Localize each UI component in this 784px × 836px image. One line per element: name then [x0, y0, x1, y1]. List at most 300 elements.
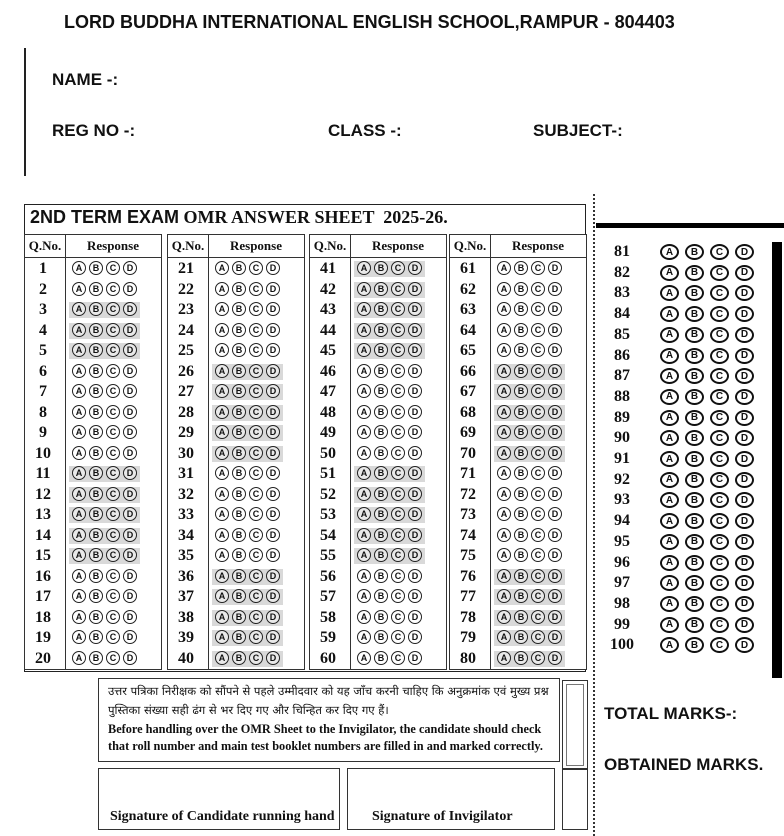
bubble-b[interactable]: B: [89, 323, 103, 337]
bubble-d[interactable]: D: [548, 364, 562, 378]
bubble-b[interactable]: B: [89, 384, 103, 398]
bubble-c[interactable]: C: [106, 343, 120, 357]
bubble-b[interactable]: B: [374, 364, 388, 378]
bubble-a[interactable]: A: [357, 261, 371, 275]
bubble-c[interactable]: C: [106, 610, 120, 624]
bubble-d[interactable]: D: [548, 302, 562, 316]
bubble-c[interactable]: C: [531, 323, 545, 337]
bubble-a[interactable]: A: [660, 430, 679, 446]
bubble-c[interactable]: C: [710, 348, 729, 364]
bubble-a[interactable]: A: [497, 630, 511, 644]
bubble-a[interactable]: A: [72, 630, 86, 644]
bubble-d[interactable]: D: [123, 343, 137, 357]
bubble-c[interactable]: C: [106, 282, 120, 296]
bubble-a[interactable]: A: [660, 285, 679, 301]
bubble-a[interactable]: A: [72, 446, 86, 460]
bubble-c[interactable]: C: [391, 507, 405, 521]
bubble-d[interactable]: D: [266, 364, 280, 378]
bubble-b[interactable]: B: [89, 282, 103, 296]
bubble-b[interactable]: B: [374, 384, 388, 398]
bubble-c[interactable]: C: [710, 513, 729, 529]
bubble-c[interactable]: C: [106, 364, 120, 378]
bubble-d[interactable]: D: [266, 569, 280, 583]
bubble-c[interactable]: C: [710, 451, 729, 467]
bubble-a[interactable]: A: [660, 534, 679, 550]
bubble-a[interactable]: A: [357, 548, 371, 562]
bubble-c[interactable]: C: [710, 410, 729, 426]
bubble-b[interactable]: B: [685, 617, 704, 633]
bubble-b[interactable]: B: [232, 589, 246, 603]
bubble-a[interactable]: A: [215, 425, 229, 439]
bubble-a[interactable]: A: [357, 384, 371, 398]
bubble-b[interactable]: B: [514, 610, 528, 624]
bubble-a[interactable]: A: [357, 425, 371, 439]
bubble-c[interactable]: C: [391, 261, 405, 275]
bubble-d[interactable]: D: [266, 343, 280, 357]
bubble-b[interactable]: B: [514, 507, 528, 521]
bubble-a[interactable]: A: [357, 630, 371, 644]
bubble-a[interactable]: A: [660, 575, 679, 591]
bubble-b[interactable]: B: [232, 323, 246, 337]
bubble-d[interactable]: D: [408, 466, 422, 480]
bubble-c[interactable]: C: [249, 323, 263, 337]
bubble-a[interactable]: A: [215, 487, 229, 501]
bubble-a[interactable]: A: [215, 466, 229, 480]
bubble-c[interactable]: C: [106, 425, 120, 439]
bubble-b[interactable]: B: [374, 528, 388, 542]
bubble-a[interactable]: A: [660, 596, 679, 612]
bubble-d[interactable]: D: [548, 630, 562, 644]
bubble-b[interactable]: B: [374, 323, 388, 337]
bubble-a[interactable]: A: [660, 472, 679, 488]
bubble-a[interactable]: A: [660, 327, 679, 343]
bubble-c[interactable]: C: [531, 302, 545, 316]
bubble-b[interactable]: B: [232, 630, 246, 644]
bubble-c[interactable]: C: [391, 384, 405, 398]
bubble-d[interactable]: D: [735, 389, 754, 405]
bubble-c[interactable]: C: [106, 466, 120, 480]
bubble-c[interactable]: C: [106, 323, 120, 337]
bubble-b[interactable]: B: [374, 589, 388, 603]
bubble-d[interactable]: D: [408, 610, 422, 624]
bubble-d[interactable]: D: [548, 261, 562, 275]
bubble-a[interactable]: A: [215, 302, 229, 316]
bubble-d[interactable]: D: [266, 384, 280, 398]
bubble-c[interactable]: C: [531, 425, 545, 439]
bubble-c[interactable]: C: [710, 534, 729, 550]
bubble-c[interactable]: C: [710, 637, 729, 653]
bubble-a[interactable]: A: [497, 466, 511, 480]
bubble-c[interactable]: C: [531, 507, 545, 521]
bubble-b[interactable]: B: [685, 451, 704, 467]
bubble-b[interactable]: B: [685, 306, 704, 322]
bubble-a[interactable]: A: [72, 507, 86, 521]
bubble-d[interactable]: D: [408, 364, 422, 378]
bubble-b[interactable]: B: [374, 282, 388, 296]
bubble-b[interactable]: B: [514, 302, 528, 316]
bubble-a[interactable]: A: [497, 487, 511, 501]
bubble-b[interactable]: B: [685, 492, 704, 508]
bubble-c[interactable]: C: [710, 472, 729, 488]
bubble-b[interactable]: B: [514, 364, 528, 378]
bubble-c[interactable]: C: [106, 528, 120, 542]
bubble-d[interactable]: D: [408, 589, 422, 603]
bubble-a[interactable]: A: [497, 364, 511, 378]
bubble-b[interactable]: B: [514, 261, 528, 275]
bubble-a[interactable]: A: [497, 569, 511, 583]
bubble-c[interactable]: C: [531, 343, 545, 357]
bubble-d[interactable]: D: [735, 534, 754, 550]
bubble-b[interactable]: B: [232, 384, 246, 398]
bubble-c[interactable]: C: [531, 261, 545, 275]
bubble-d[interactable]: D: [735, 327, 754, 343]
bubble-b[interactable]: B: [89, 507, 103, 521]
bubble-c[interactable]: C: [106, 405, 120, 419]
bubble-b[interactable]: B: [514, 323, 528, 337]
bubble-c[interactable]: C: [710, 285, 729, 301]
bubble-c[interactable]: C: [249, 425, 263, 439]
bubble-c[interactable]: C: [391, 548, 405, 562]
bubble-a[interactable]: A: [215, 446, 229, 460]
bubble-b[interactable]: B: [685, 596, 704, 612]
bubble-b[interactable]: B: [232, 528, 246, 542]
bubble-a[interactable]: A: [660, 348, 679, 364]
bubble-b[interactable]: B: [232, 343, 246, 357]
bubble-c[interactable]: C: [106, 487, 120, 501]
bubble-a[interactable]: A: [357, 446, 371, 460]
bubble-c[interactable]: C: [531, 569, 545, 583]
bubble-d[interactable]: D: [735, 555, 754, 571]
bubble-c[interactable]: C: [249, 610, 263, 624]
bubble-d[interactable]: D: [548, 610, 562, 624]
bubble-d[interactable]: D: [408, 651, 422, 665]
bubble-b[interactable]: B: [232, 507, 246, 521]
bubble-d[interactable]: D: [123, 528, 137, 542]
bubble-a[interactable]: A: [497, 302, 511, 316]
bubble-d[interactable]: D: [266, 610, 280, 624]
bubble-c[interactable]: C: [531, 364, 545, 378]
bubble-a[interactable]: A: [497, 528, 511, 542]
bubble-b[interactable]: B: [685, 410, 704, 426]
bubble-d[interactable]: D: [735, 410, 754, 426]
bubble-b[interactable]: B: [685, 389, 704, 405]
bubble-d[interactable]: D: [123, 569, 137, 583]
bubble-b[interactable]: B: [514, 343, 528, 357]
bubble-c[interactable]: C: [106, 446, 120, 460]
bubble-d[interactable]: D: [266, 282, 280, 296]
bubble-c[interactable]: C: [391, 589, 405, 603]
bubble-d[interactable]: D: [735, 285, 754, 301]
bubble-b[interactable]: B: [685, 348, 704, 364]
bubble-d[interactable]: D: [735, 368, 754, 384]
bubble-d[interactable]: D: [123, 384, 137, 398]
bubble-d[interactable]: D: [548, 651, 562, 665]
bubble-b[interactable]: B: [374, 343, 388, 357]
bubble-a[interactable]: A: [357, 466, 371, 480]
bubble-a[interactable]: A: [72, 364, 86, 378]
bubble-c[interactable]: C: [391, 343, 405, 357]
bubble-a[interactable]: A: [215, 507, 229, 521]
bubble-c[interactable]: C: [249, 528, 263, 542]
bubble-d[interactable]: D: [548, 343, 562, 357]
bubble-d[interactable]: D: [123, 282, 137, 296]
bubble-b[interactable]: B: [514, 548, 528, 562]
bubble-b[interactable]: B: [89, 651, 103, 665]
bubble-b[interactable]: B: [374, 487, 388, 501]
bubble-d[interactable]: D: [123, 651, 137, 665]
bubble-c[interactable]: C: [710, 596, 729, 612]
bubble-a[interactable]: A: [72, 569, 86, 583]
bubble-c[interactable]: C: [106, 548, 120, 562]
bubble-c[interactable]: C: [710, 327, 729, 343]
bubble-c[interactable]: C: [249, 548, 263, 562]
bubble-d[interactable]: D: [266, 507, 280, 521]
bubble-d[interactable]: D: [123, 548, 137, 562]
bubble-c[interactable]: C: [531, 589, 545, 603]
bubble-c[interactable]: C: [391, 487, 405, 501]
bubble-c[interactable]: C: [710, 575, 729, 591]
bubble-b[interactable]: B: [232, 487, 246, 501]
bubble-a[interactable]: A: [357, 569, 371, 583]
bubble-c[interactable]: C: [391, 610, 405, 624]
bubble-b[interactable]: B: [514, 384, 528, 398]
bubble-d[interactable]: D: [266, 261, 280, 275]
bubble-c[interactable]: C: [710, 492, 729, 508]
bubble-d[interactable]: D: [266, 528, 280, 542]
bubble-b[interactable]: B: [514, 425, 528, 439]
bubble-b[interactable]: B: [514, 589, 528, 603]
bubble-c[interactable]: C: [106, 651, 120, 665]
bubble-c[interactable]: C: [391, 466, 405, 480]
bubble-a[interactable]: A: [215, 589, 229, 603]
bubble-a[interactable]: A: [215, 405, 229, 419]
bubble-a[interactable]: A: [660, 410, 679, 426]
bubble-c[interactable]: C: [391, 630, 405, 644]
bubble-d[interactable]: D: [408, 282, 422, 296]
bubble-c[interactable]: C: [710, 617, 729, 633]
bubble-d[interactable]: D: [548, 323, 562, 337]
bubble-a[interactable]: A: [660, 368, 679, 384]
bubble-c[interactable]: C: [106, 261, 120, 275]
bubble-a[interactable]: A: [357, 651, 371, 665]
bubble-b[interactable]: B: [232, 548, 246, 562]
bubble-d[interactable]: D: [548, 548, 562, 562]
bubble-a[interactable]: A: [72, 589, 86, 603]
bubble-a[interactable]: A: [497, 405, 511, 419]
bubble-a[interactable]: A: [660, 306, 679, 322]
bubble-d[interactable]: D: [266, 466, 280, 480]
bubble-b[interactable]: B: [685, 555, 704, 571]
bubble-a[interactable]: A: [72, 487, 86, 501]
bubble-b[interactable]: B: [232, 466, 246, 480]
bubble-c[interactable]: C: [249, 507, 263, 521]
bubble-c[interactable]: C: [249, 651, 263, 665]
bubble-a[interactable]: A: [497, 343, 511, 357]
bubble-d[interactable]: D: [735, 265, 754, 281]
bubble-a[interactable]: A: [497, 282, 511, 296]
bubble-d[interactable]: D: [548, 569, 562, 583]
bubble-b[interactable]: B: [514, 569, 528, 583]
bubble-b[interactable]: B: [374, 610, 388, 624]
bubble-b[interactable]: B: [89, 343, 103, 357]
bubble-c[interactable]: C: [249, 487, 263, 501]
bubble-a[interactable]: A: [215, 384, 229, 398]
bubble-b[interactable]: B: [374, 446, 388, 460]
bubble-c[interactable]: C: [249, 569, 263, 583]
bubble-a[interactable]: A: [72, 425, 86, 439]
bubble-c[interactable]: C: [531, 651, 545, 665]
bubble-d[interactable]: D: [408, 405, 422, 419]
bubble-c[interactable]: C: [710, 306, 729, 322]
bubble-c[interactable]: C: [249, 384, 263, 398]
bubble-a[interactable]: A: [497, 548, 511, 562]
bubble-c[interactable]: C: [249, 261, 263, 275]
bubble-c[interactable]: C: [391, 446, 405, 460]
bubble-b[interactable]: B: [374, 466, 388, 480]
bubble-a[interactable]: A: [215, 569, 229, 583]
bubble-c[interactable]: C: [710, 244, 729, 260]
bubble-d[interactable]: D: [123, 446, 137, 460]
bubble-c[interactable]: C: [391, 405, 405, 419]
bubble-c[interactable]: C: [531, 528, 545, 542]
bubble-b[interactable]: B: [374, 405, 388, 419]
bubble-a[interactable]: A: [497, 425, 511, 439]
bubble-b[interactable]: B: [232, 405, 246, 419]
bubble-a[interactable]: A: [357, 507, 371, 521]
bubble-c[interactable]: C: [249, 589, 263, 603]
bubble-d[interactable]: D: [266, 302, 280, 316]
bubble-d[interactable]: D: [266, 630, 280, 644]
bubble-a[interactable]: A: [215, 261, 229, 275]
bubble-a[interactable]: A: [660, 389, 679, 405]
bubble-b[interactable]: B: [89, 487, 103, 501]
bubble-a[interactable]: A: [497, 261, 511, 275]
bubble-b[interactable]: B: [685, 637, 704, 653]
bubble-d[interactable]: D: [735, 244, 754, 260]
bubble-a[interactable]: A: [72, 548, 86, 562]
bubble-c[interactable]: C: [531, 466, 545, 480]
bubble-d[interactable]: D: [735, 617, 754, 633]
bubble-d[interactable]: D: [123, 405, 137, 419]
bubble-a[interactable]: A: [497, 384, 511, 398]
bubble-a[interactable]: A: [72, 651, 86, 665]
bubble-b[interactable]: B: [685, 244, 704, 260]
bubble-d[interactable]: D: [266, 487, 280, 501]
bubble-d[interactable]: D: [266, 446, 280, 460]
bubble-b[interactable]: B: [685, 285, 704, 301]
bubble-c[interactable]: C: [531, 446, 545, 460]
bubble-b[interactable]: B: [374, 651, 388, 665]
bubble-b[interactable]: B: [685, 327, 704, 343]
bubble-d[interactable]: D: [408, 384, 422, 398]
bubble-a[interactable]: A: [215, 528, 229, 542]
bubble-b[interactable]: B: [232, 302, 246, 316]
bubble-d[interactable]: D: [735, 637, 754, 653]
bubble-d[interactable]: D: [548, 384, 562, 398]
bubble-a[interactable]: A: [357, 610, 371, 624]
bubble-d[interactable]: D: [408, 343, 422, 357]
bubble-d[interactable]: D: [735, 348, 754, 364]
bubble-c[interactable]: C: [531, 282, 545, 296]
bubble-d[interactable]: D: [735, 513, 754, 529]
bubble-a[interactable]: A: [72, 466, 86, 480]
bubble-d[interactable]: D: [123, 466, 137, 480]
bubble-a[interactable]: A: [357, 589, 371, 603]
bubble-a[interactable]: A: [497, 651, 511, 665]
bubble-d[interactable]: D: [408, 425, 422, 439]
bubble-d[interactable]: D: [548, 425, 562, 439]
bubble-d[interactable]: D: [266, 651, 280, 665]
bubble-d[interactable]: D: [735, 596, 754, 612]
bubble-b[interactable]: B: [374, 302, 388, 316]
bubble-d[interactable]: D: [266, 405, 280, 419]
bubble-a[interactable]: A: [357, 323, 371, 337]
bubble-a[interactable]: A: [660, 617, 679, 633]
bubble-b[interactable]: B: [89, 610, 103, 624]
bubble-a[interactable]: A: [357, 405, 371, 419]
bubble-a[interactable]: A: [357, 528, 371, 542]
bubble-c[interactable]: C: [391, 282, 405, 296]
bubble-b[interactable]: B: [514, 630, 528, 644]
bubble-c[interactable]: C: [249, 446, 263, 460]
bubble-d[interactable]: D: [408, 446, 422, 460]
bubble-c[interactable]: C: [249, 343, 263, 357]
bubble-b[interactable]: B: [89, 630, 103, 644]
bubble-b[interactable]: B: [232, 569, 246, 583]
bubble-a[interactable]: A: [497, 589, 511, 603]
bubble-a[interactable]: A: [357, 343, 371, 357]
bubble-a[interactable]: A: [72, 384, 86, 398]
bubble-c[interactable]: C: [531, 630, 545, 644]
bubble-c[interactable]: C: [249, 364, 263, 378]
bubble-b[interactable]: B: [232, 651, 246, 665]
bubble-a[interactable]: A: [215, 610, 229, 624]
bubble-d[interactable]: D: [735, 492, 754, 508]
bubble-a[interactable]: A: [215, 651, 229, 665]
bubble-a[interactable]: A: [215, 630, 229, 644]
bubble-b[interactable]: B: [374, 630, 388, 644]
bubble-c[interactable]: C: [106, 589, 120, 603]
bubble-b[interactable]: B: [89, 425, 103, 439]
bubble-b[interactable]: B: [232, 610, 246, 624]
bubble-c[interactable]: C: [391, 425, 405, 439]
bubble-a[interactable]: A: [72, 261, 86, 275]
bubble-c[interactable]: C: [106, 507, 120, 521]
bubble-a[interactable]: A: [357, 487, 371, 501]
bubble-a[interactable]: A: [72, 610, 86, 624]
bubble-d[interactable]: D: [548, 589, 562, 603]
bubble-b[interactable]: B: [514, 466, 528, 480]
bubble-a[interactable]: A: [72, 282, 86, 296]
bubble-d[interactable]: D: [123, 507, 137, 521]
bubble-a[interactable]: A: [660, 265, 679, 281]
bubble-c[interactable]: C: [710, 555, 729, 571]
bubble-b[interactable]: B: [89, 446, 103, 460]
bubble-d[interactable]: D: [735, 430, 754, 446]
bubble-d[interactable]: D: [266, 548, 280, 562]
bubble-a[interactable]: A: [660, 555, 679, 571]
bubble-b[interactable]: B: [89, 364, 103, 378]
bubble-c[interactable]: C: [531, 405, 545, 419]
bubble-a[interactable]: A: [660, 513, 679, 529]
bubble-d[interactable]: D: [123, 630, 137, 644]
bubble-b[interactable]: B: [514, 528, 528, 542]
bubble-c[interactable]: C: [531, 548, 545, 562]
bubble-b[interactable]: B: [89, 528, 103, 542]
bubble-b[interactable]: B: [89, 405, 103, 419]
bubble-a[interactable]: A: [215, 282, 229, 296]
bubble-c[interactable]: C: [391, 569, 405, 583]
